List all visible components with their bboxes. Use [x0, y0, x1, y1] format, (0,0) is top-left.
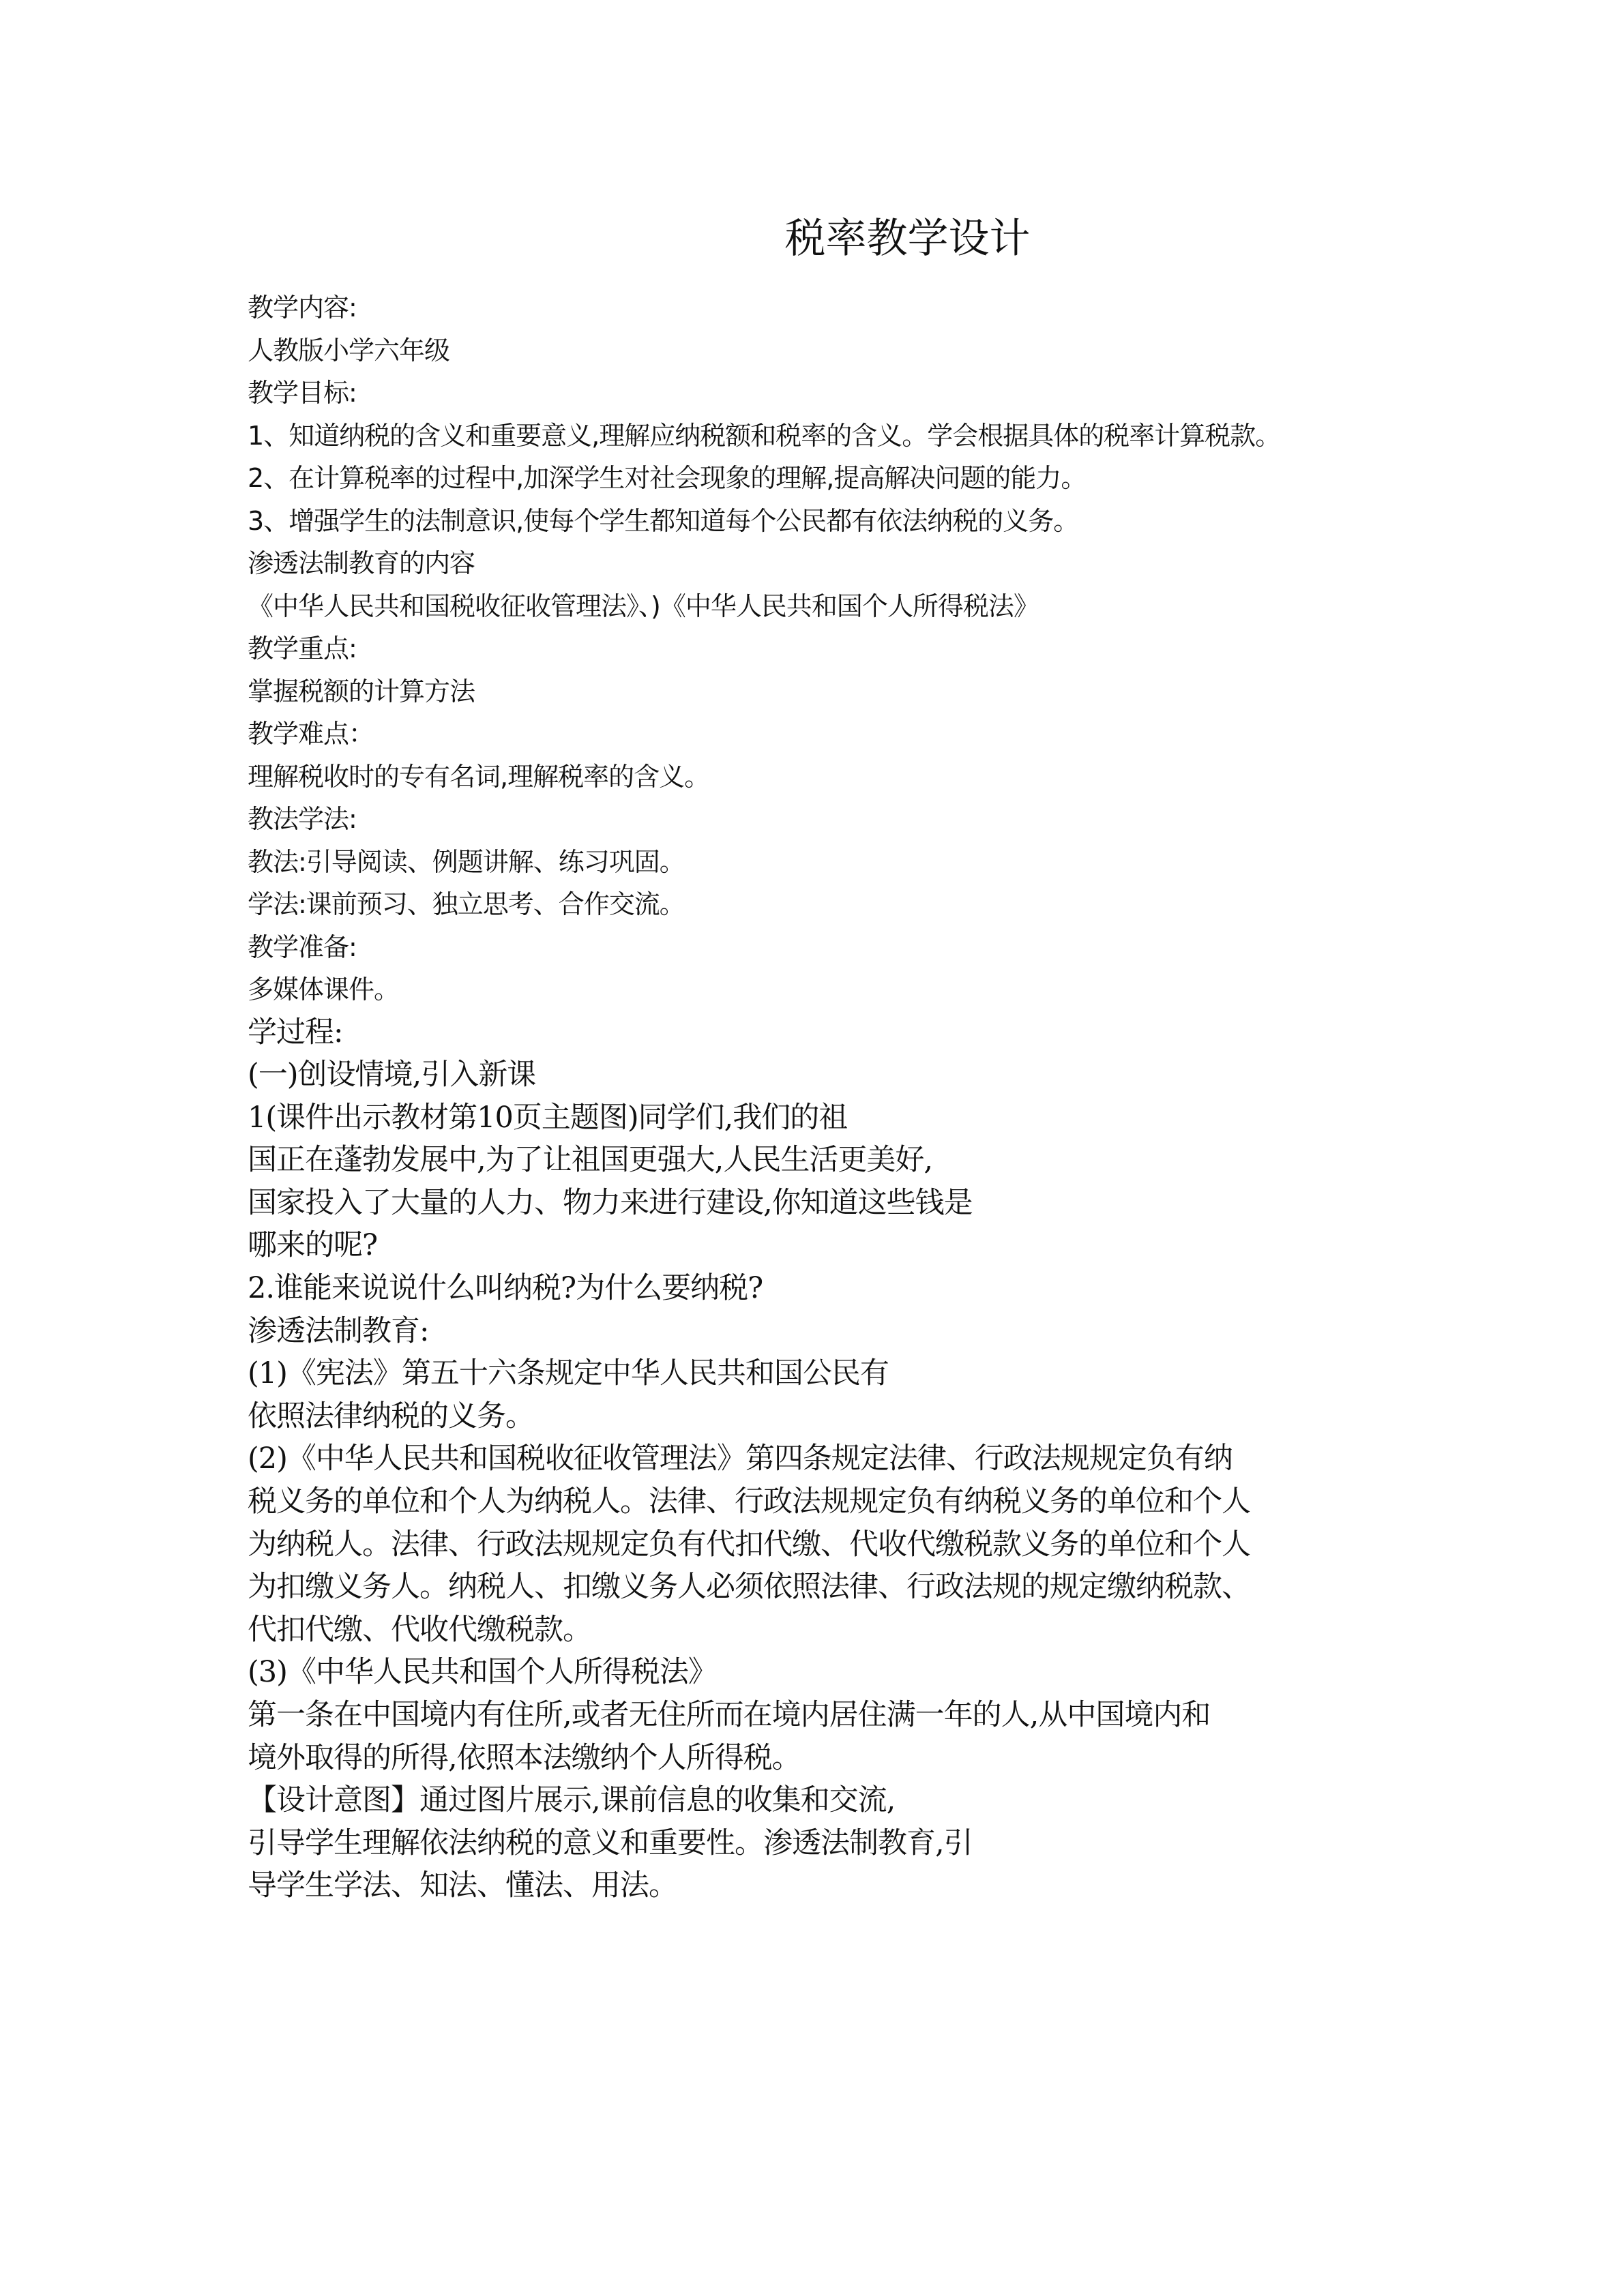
text-line-legal-education-label: 渗透法制教育: — [248, 1313, 429, 1348]
text-line-design-intent-cont: 引导学生理解依法纳税的意义和重要性。渗透法制教育,引 — [248, 1825, 973, 1860]
text-line-tax-admin-law-cont: 为扣缴义务人。纳税人、扣缴义务人必须依照法律、行政法规的规定缴纳税款、 — [248, 1570, 1250, 1605]
text-line-legal-references: 《中华人民共和国税收征收管理法》、)《中华人民共和国个人所得税法》 — [248, 591, 1039, 621]
text-line-paragraph: 国正在蓬勃发展中,为了让祖国更强大,人民生活更美好, — [248, 1143, 933, 1178]
text-line-tax-admin-law-cont: 为纳税人。法律、行政法规规定负有代扣代缴、代收代缴税款义务的单位和个人 — [248, 1527, 1250, 1562]
text-line-constitution: (1)《宪法》第五十六条规定中华人民共和国公民有 — [248, 1356, 889, 1391]
text-line-key-point: 掌握税额的计算方法 — [248, 676, 475, 706]
text-line-design-intent-cont: 导学生学法、知法、懂法、用法。 — [248, 1868, 677, 1903]
text-line-difficulty: 理解税收时的专有名词,理解税率的含义。 — [248, 761, 710, 792]
text-line-income-tax-article: 第一条在中国境内有住所,或者无住所而在境内居住满一年的人,从中国境内和 — [248, 1698, 1211, 1732]
text-line-paragraph: 国家投入了大量的人力、物力来进行建设,你知道这些钱是 — [248, 1185, 973, 1220]
text-line-income-tax-article-cont: 境外取得的所得,依照本法缴纳个人所得税。 — [248, 1740, 801, 1775]
text-line-goal-3: 3、增强学生的法制意识,使每个学生都知道每个公民都有依法纳税的义务。 — [248, 505, 1079, 536]
document-body — [248, 286, 1544, 1907]
text-line-learning-method: 学法:课前预习、独立思考、合作交流。 — [248, 889, 685, 919]
text-line-methods-heading: 教法学法: — [248, 804, 357, 834]
text-line-goal-2: 2、在计算税率的过程中,加深学生对社会现象的理解,提高解决问题的能力。 — [248, 463, 1087, 493]
text-line-difficulties-heading: 教学难点： — [248, 719, 374, 749]
text-line-process-heading: 学过程: — [248, 1015, 343, 1049]
text-line-step-1-heading: (一)创设情境,引入新课 — [248, 1058, 536, 1092]
text-line-design-intent: 【设计意图】通过图片展示,课前信息的收集和交流, — [248, 1783, 896, 1818]
text-line-tax-admin-law-cont: 税义务的单位和个人为纳税人。法律、行政法规规定负有纳税义务的单位和个人 — [248, 1485, 1250, 1519]
text-line-key-points-heading: 教学重点: — [248, 633, 357, 664]
text-line-preparation: 多媒体课件。 — [248, 974, 400, 1004]
text-line-teaching-method: 教法:引导阅读、例题讲解、练习巩固。 — [248, 846, 685, 877]
document-title: 税率教学设计 — [784, 215, 1031, 263]
text-line-preparation-heading: 教学准备: — [248, 931, 357, 962]
text-line-tax-admin-law: (2)《中华人民共和国税收征收管理法》第四条规定法律、行政法规规定负有纳 — [248, 1442, 1232, 1476]
text-line-teaching-goals-heading: 教学目标: — [248, 378, 357, 408]
text-line-paragraph: 哪来的呢? — [248, 1228, 378, 1263]
text-line-legal-education-heading: 渗透法制教育的内容 — [248, 548, 475, 578]
text-line-teaching-content-heading: 教学内容: — [248, 293, 357, 323]
text-line-question: 2.谁能来说说什么叫纳税?为什么要纳税? — [248, 1271, 763, 1306]
text-line-income-tax-law: (3)《中华人民共和国个人所得税法》 — [248, 1655, 717, 1690]
text-line-textbook: 人教版小学六年级 — [248, 335, 450, 366]
text-line-goal-1: 1、知道纳税的含义和重要意义,理解应纳税额和税率的含义。学会根据具体的税率计算税款。 — [248, 420, 1281, 451]
text-line-paragraph: 1(课件出示教材第10页主题图)同学们,我们的祖 — [248, 1100, 848, 1135]
text-line-constitution-cont: 依照法律纳税的义务。 — [248, 1399, 534, 1433]
text-line-tax-admin-law-cont: 代扣代缴、代收代缴税款。 — [248, 1612, 591, 1647]
